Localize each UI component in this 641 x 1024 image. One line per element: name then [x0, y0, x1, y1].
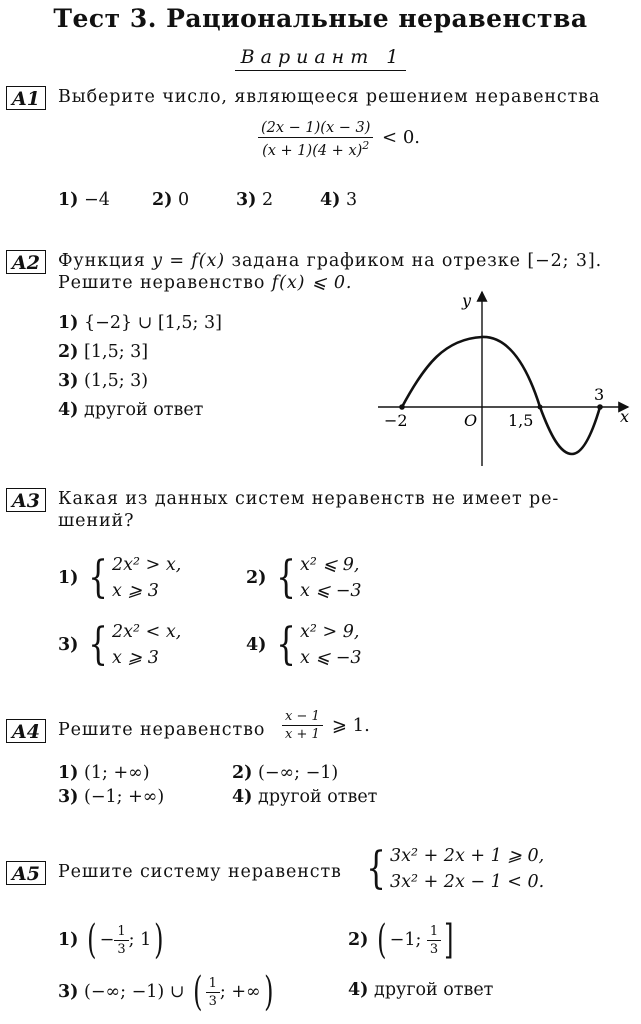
- variant-heading: Вариант 1: [0, 46, 641, 68]
- a1-option-3[interactable]: 3) 2: [236, 190, 274, 210]
- a5-option-1[interactable]: 1) ( − $\frac{1}{3}$ ; 1): [58, 917, 164, 963]
- a3-option-3[interactable]: 3) { 2x² < x, x ⩾ 3: [58, 619, 182, 670]
- a1-inequality: $\frac{(2x - 1)(x - 3)}{(x + 1)(4 + x)^2}$ < 0.: [258, 120, 420, 159]
- a2-option-1[interactable]: 1) {−2} ∪ [1,5; 3]: [58, 313, 222, 333]
- page-title: Тест 3. Рациональные неравенства: [53, 4, 588, 33]
- a5-question-text: Решите систему неравенств: [58, 862, 342, 882]
- a4-option-2[interactable]: 2) (−∞; −1): [232, 763, 339, 783]
- a4-fraction: $\frac{x - 1}{x + 1}$: [282, 709, 323, 742]
- y-axis-label: y: [462, 291, 472, 310]
- a4-option-4[interactable]: 4) другой ответ: [232, 787, 378, 807]
- tick-label-3: 3: [594, 385, 605, 404]
- a4-question-text: Решите неравенство: [58, 720, 266, 740]
- a2-option-2[interactable]: 2) [1,5; 3]: [58, 342, 149, 362]
- a2-question-line-2: Решите неравенство f(x) ⩽ 0.: [58, 273, 353, 293]
- a5-option-3[interactable]: 3) (−∞; −1) ∪ ( $\frac{1}{3}$ ; +∞): [58, 969, 274, 1015]
- a1-option-2[interactable]: 2) 0: [152, 190, 190, 210]
- a5-option-2[interactable]: 2) ( −1; $\frac{1}{3}$ ]: [348, 917, 454, 963]
- a5-option-4[interactable]: 4) другой ответ: [348, 980, 494, 1000]
- a3-question-line-2: шений?: [58, 511, 135, 531]
- a1-question-text: Выберите число, являющееся решением неравенства: [58, 87, 601, 107]
- a4-option-1[interactable]: 1) (1; +∞): [58, 763, 150, 783]
- question-label-a3: A3: [6, 488, 46, 512]
- question-label-a1: A1: [6, 86, 46, 110]
- point-zero-1-5: [538, 405, 543, 410]
- question-label-a4: A4: [6, 719, 46, 743]
- origin-label: O: [464, 411, 478, 430]
- a5-system: { 3x² + 2x + 1 ⩾ 0, 3x² + 2x − 1 < 0.: [366, 843, 545, 894]
- point-left-endpoint: [399, 404, 405, 410]
- point-right-endpoint: [597, 404, 603, 410]
- tick-label-1-5: 1,5: [508, 411, 534, 430]
- a2-function-graph: [370, 284, 638, 470]
- a4-option-3[interactable]: 3) (−1; +∞): [58, 787, 165, 807]
- x-axis-label: x: [620, 407, 630, 426]
- a3-option-1[interactable]: 1) { 2x² > x, x ⩾ 3: [58, 552, 182, 603]
- question-label-a5: A5: [6, 861, 46, 885]
- a1-option-1[interactable]: 1) −4: [58, 190, 110, 210]
- question-label-a2: A2: [6, 250, 46, 274]
- tick-label-neg2: −2: [384, 411, 408, 430]
- function-curve: [402, 337, 600, 454]
- a2-option-4[interactable]: 4) другой ответ: [58, 400, 204, 420]
- a3-option-4[interactable]: 4) { x² > 9, x ⩽ −3: [246, 619, 362, 670]
- a4-inequality: $\frac{x - 1}{x + 1}$ ⩾ 1.: [282, 709, 370, 742]
- a3-question-line-1: Какая из данных систем неравенств не имеет ре-: [58, 489, 560, 509]
- a2-question-line-1: Функция y = f(x) задана графиком на отрезке [−2; 3].: [58, 251, 603, 271]
- a2-option-3[interactable]: 3) (1,5; 3): [58, 371, 149, 391]
- a1-fraction: $\frac{(2x - 1)(x - 3)}{(x + 1)(4 + x)^2}$: [258, 120, 373, 159]
- a1-option-4[interactable]: 4) 3: [320, 190, 358, 210]
- a3-option-2[interactable]: 2) { x² ⩽ 9, x ⩽ −3: [246, 552, 362, 603]
